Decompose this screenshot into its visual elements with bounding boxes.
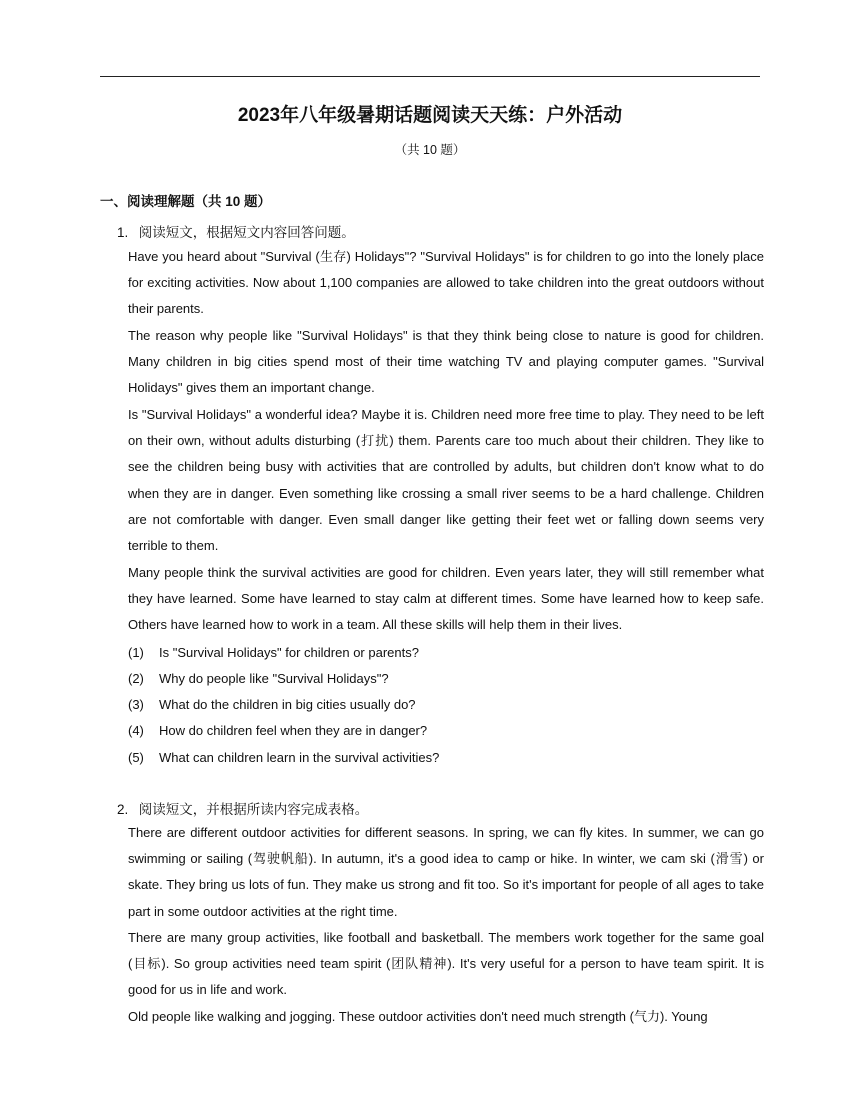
q1-question-4-number: (4) [128,723,144,738]
q1-question-5-text: What can children learn in the survival activities? [159,750,440,765]
q2-paragraph-3: Old people like walking and jogging. These outdoor activities don't need much strength (气力). Young [128,1009,708,1024]
q2-instruction: 阅读短文，并根据所读内容完成表格。 [138,802,369,817]
q1-paragraph-1: Have you heard about "Survival (生存) Holidays"? "Survival Holidays" is for children to go into the lonely place for exciting activities. Now about 1,100 companies are allowed to take children into the great outdoors without their parents. [128,249,764,317]
q1-question-1-number: (1) [128,645,144,660]
q1-paragraph-4: Many people think the survival activities are good for children. Even years later, they will still remember what they have learned. Some have learned to stay calm at different times. Some have learned how to keep safe. Others have learned how to work in a team. All these skills will help them in their lives. [128,565,764,633]
page-title: 2023年八年级暑期话题阅读天天练：户外活动 [237,105,623,126]
q1-instruction: 阅读短文，根据短文内容回答问题。 [138,225,355,240]
header-rule [100,76,760,77]
q1-question-2-text: Why do people like "Survival Holidays"? [159,671,389,686]
q1-question-1-text: Is "Survival Holidays" for children or parents? [159,645,419,660]
q1-question-5 [128,750,439,765]
q2-paragraph-1: There are different outdoor activities for different seasons. In spring, we can fly kites. In summer, we can go swimming or sailing (驾驶帆船). In autumn, it's a good idea to camp or hike. In winter, we cam ski (滑雪) or skate. They bring us lots of fun. They make us strong and fit too. So it's important for people of all ages to take part in some outdoor activities at the right time. [128,825,764,919]
q1-paragraph-2: The reason why people like "Survival Holidays" is that they think being close to nature is good for children. Many children in big cities spend most of their time watching TV and playing computer games. "Survival Holidays" gives them an important change. [128,328,764,396]
q1-question-4 [128,723,427,738]
q1-question-4-text: How do children feel when they are in danger? [159,723,428,738]
q1-question-1 [128,645,419,660]
q1-question-5-number: (5) [128,750,144,765]
q1-question-2 [128,671,389,686]
q2-header [117,798,368,818]
q1-paragraph-3: Is "Survival Holidays" a wonderful idea? Maybe it is. Children need more free time to play. They need to be left on their own, without adults disturbing (打扰) them. Parents care too much about their children. They like to see the children being busy with activities that are controlled by adults, but children don't know what to do when they are in danger. Even something like crossing a small river seems to be a hard challenge. Children are not comfortable with danger. Even small danger like getting their feet wet or falling down seems very terrible to them. [128,407,764,554]
q1-number: 1. [117,225,129,240]
q1-question-3-text: What do the children in big cities usually do? [159,697,416,712]
q2-paragraph-2: There are many group activities, like football and basketball. The members work together for the same goal (目标). So group activities need team spirit (团队精神). It's very useful for a person to have team spirit. It is good for us in life and work. [128,930,764,998]
q1-question-2-number: (2) [128,671,144,686]
q1-header [117,221,355,241]
section-title: 一、阅读理解题（共 10 题） [100,194,272,209]
page-subtitle: （共 10 题） [394,143,466,157]
q1-question-3 [128,697,416,712]
q1-question-3-number: (3) [128,697,144,712]
q2-number: 2. [117,802,129,817]
